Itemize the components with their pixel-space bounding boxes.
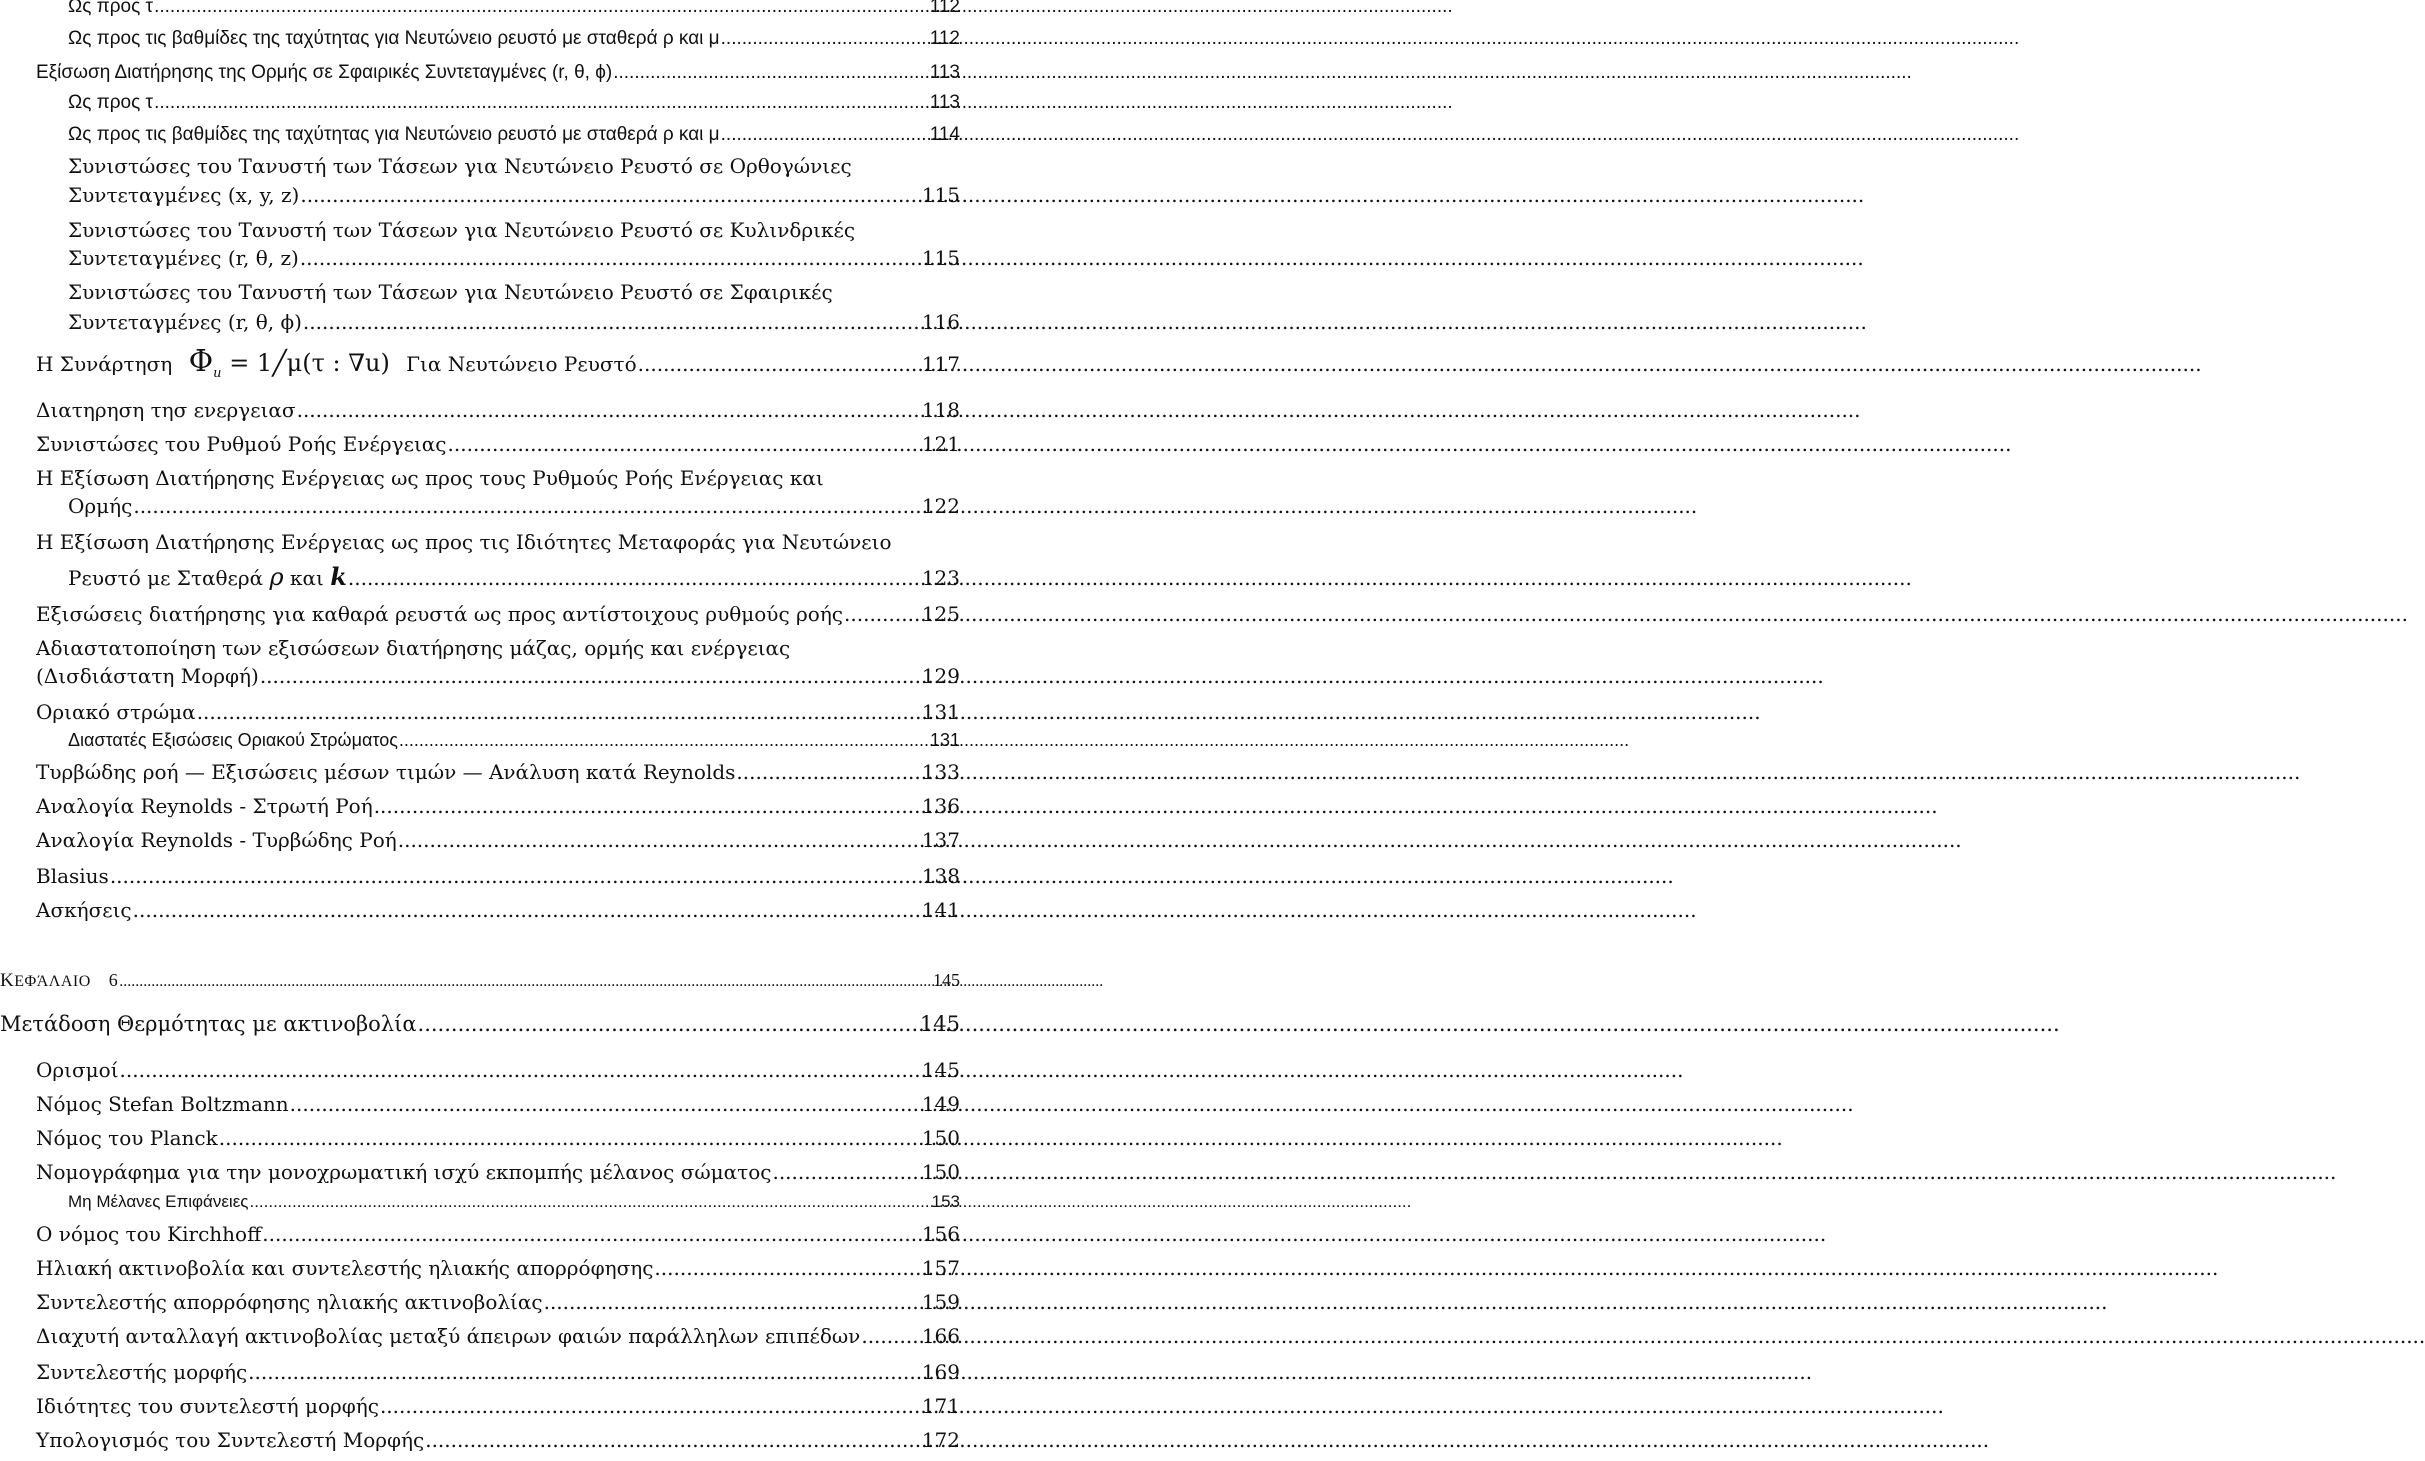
toc-page-number: 122 [921,494,960,518]
toc-entry[interactable] [36,700,960,724]
toc-page-number: 171 [921,1394,960,1418]
toc-page-number: 133 [921,760,960,784]
toc-page-number: 115 [921,183,960,207]
toc-entry[interactable] [68,92,960,114]
toc-page-number: 113 [929,62,960,83]
toc-entry[interactable] [36,1160,960,1184]
toc-page-number: 136 [921,794,960,818]
toc-entry[interactable] [68,310,960,334]
toc-page-number: 123 [921,566,960,590]
chapter-number: 6 [108,970,119,990]
toc-entry[interactable] [36,898,960,922]
toc-entry[interactable] [36,398,960,422]
k-symbol: k [330,562,347,591]
phi-symbol: Φ [188,344,214,379]
toc-entry[interactable] [68,28,960,50]
toc-entry-title-suffix: Για Νευτώνειο Ρευστό [406,352,637,376]
toc-entry[interactable] [68,494,960,518]
toc-entry[interactable] [36,1394,960,1418]
toc-entry-title: Ασκήσεις [36,898,132,922]
dissipation-function-equation [189,344,390,381]
toc-entry-title: Αναλογία Reynolds - Στρωτή Ροή [36,794,373,818]
toc-entry[interactable] [68,0,960,18]
rho-symbol: ρ [269,563,284,591]
toc-entry-title-line2: Συντεταγμένες (r, θ, ϕ) [68,310,302,334]
toc-page-number: 145 [921,1058,960,1082]
toc-page-number: 138 [921,864,960,888]
toc-entry-title-line1: Αδιαστατοποίηση των εξισώσεων διατήρησης μάζας, ορμής και ενέργειας [36,636,791,660]
toc-entry[interactable] [68,1192,960,1212]
toc-page-number: 116 [921,310,960,334]
toc-entry[interactable] [36,794,960,818]
toc-entry[interactable] [68,562,960,591]
toc-entry[interactable] [36,1126,960,1150]
toc-entry[interactable] [68,183,960,207]
table-of-contents [0,0,960,1461]
toc-page-number: 156 [921,1222,960,1246]
toc-entry-title: Εξισώσεις διατήρησης για καθαρά ρευστά ως προς αντίστοιχους ρυθμούς ροής [36,602,844,626]
toc-page-number: 129 [921,664,960,688]
toc-entry-title: Διαστατές Εξισώσεις Οριακού Στρώματος [68,730,398,750]
toc-page-number: 153 [931,1192,960,1211]
toc-page-number: 157 [921,1256,960,1280]
toc-page-number: 166 [921,1324,960,1348]
chapter-initial: Κ [0,970,15,991]
toc-page-number: 118 [921,398,960,422]
toc-page-number: 159 [921,1290,960,1314]
toc-entry-title: Συνιστώσες του Ρυθμού Ροής Ενέργειας [36,432,447,456]
toc-entry-title: Νομογράφημα για την μονοχρωματική ισχύ εκπομπής μέλανος σώματος [36,1160,772,1184]
toc-entry-title: Συντελεστής μορφής [36,1360,248,1384]
toc-page-number: 117 [921,352,960,376]
toc-entry[interactable] [36,864,960,888]
toc-entry[interactable] [36,602,960,626]
toc-entry-title-line1: Συνιστώσες του Τανυστή των Τάσεων για Νευτώνειο Ρευστό σε Ορθογώνιες [68,154,852,178]
toc-entry[interactable] [36,1256,960,1280]
toc-chapter[interactable] [0,970,960,992]
toc-entry-title: Ως προς τις βαθμίδες της ταχύτητας για Νευτώνειο ρευστό με σταθερά ρ και μ [68,28,720,49]
toc-entry-title: Ως προς τ [68,92,154,113]
toc-entry-title: Υπολογισμός του Συντελεστή Μορφής [36,1428,425,1452]
toc-page-number: 145 [919,1012,960,1036]
toc-entry-title-line1: Η Εξίσωση Διατήρησης Ενέργειας ως προς τους Ρυθμούς Ροής Ενέργειας και [36,466,824,490]
toc-entry[interactable] [68,730,960,751]
toc-entry[interactable] [68,124,960,146]
toc-entry-title: Διατηρηση τησ ενεργειασ [36,398,296,422]
toc-entry[interactable] [36,1058,960,1082]
phi-subscript: u [213,365,222,381]
toc-entry-title: Blasius [36,864,109,888]
toc-entry-title-line2: Συντεταγμένες (x, y, z) [68,183,300,207]
toc-entry[interactable] [36,664,960,688]
toc-page-number: 113 [929,92,960,113]
toc-entry[interactable] [36,432,960,456]
toc-entry-title: Ο νόμος του Kirchhoff [36,1222,262,1246]
toc-entry-title-and: και [290,566,324,590]
toc-entry[interactable] [36,1092,960,1116]
equation-body: = 1╱μ(τ : ∇u) [229,349,390,377]
toc-entry-title-line2: Ορμής [68,494,133,518]
toc-entry-title: Ως προς τ [68,0,154,17]
toc-entry[interactable] [36,1324,960,1348]
toc-page-number: 145 [933,970,960,990]
toc-page-number: 131 [921,700,960,724]
toc-entry-title: Αναλογία Reynolds - Τυρβώδης Ροή [36,828,397,852]
toc-entry[interactable] [0,1012,960,1036]
toc-entry-title-line1: Συνιστώσες του Τανυστή των Τάσεων για Νευτώνειο Ρευστό σε Κυλινδρικές [68,218,856,242]
toc-entry-title: Διαχυτή ανταλλαγή ακτινοβολίας μεταξύ άπειρων φαιών παράλληλων επιπέδων [36,1324,861,1348]
toc-entry[interactable] [36,760,960,784]
toc-entry[interactable] [36,1428,960,1452]
toc-page-number: 150 [921,1126,960,1150]
toc-entry-title-line1: Συνιστώσες του Τανυστή των Τάσεων για Νευτώνειο Ρευστό σε Σφαιρικές [68,280,833,304]
toc-entry[interactable] [36,1290,960,1314]
toc-page-number: 149 [921,1092,960,1116]
toc-entry[interactable] [36,344,960,381]
toc-entry-title: Μετάδοση Θερμότητας με ακτινοβολία [0,1012,417,1036]
toc-entry[interactable] [36,1360,960,1384]
toc-entry-title: Εξίσωση Διατήρησης της Ορμής σε Σφαιρικές Συντεταγμένες (r, θ, ϕ) [36,62,613,83]
toc-entry-title: Ηλιακή ακτινοβολία και συντελεστής ηλιακής απορρόφησης [36,1256,654,1280]
toc-entry[interactable] [36,1222,960,1246]
toc-entry-title-line2: Συντεταγμένες (r, θ, z) [68,246,299,270]
toc-entry-title: Ιδιότητες του συντελεστή μορφής [36,1394,379,1418]
toc-entry[interactable] [36,62,960,84]
toc-entry-title-line1: Η Εξίσωση Διατήρησης Ενέργειας ως προς τις Ιδιότητες Μεταφοράς για Νευτώνειο [36,530,892,554]
toc-entry-title: Ορισμοί [36,1058,119,1082]
toc-entry-title: Οριακό στρώμα [36,700,196,724]
toc-page-number: 131 [929,730,960,750]
toc-entry[interactable] [36,828,960,852]
toc-page-number: 114 [929,124,960,145]
toc-page-number: 137 [921,828,960,852]
toc-page-number: 141 [921,898,960,922]
toc-entry-title-line2: Ρευστό με Σταθερά [68,566,264,590]
toc-page-number: 169 [921,1360,960,1384]
toc-page-number: 112 [929,28,960,49]
toc-entry[interactable] [68,246,960,270]
toc-page-number: 115 [921,246,960,270]
toc-page-number: 150 [921,1160,960,1184]
toc-entry-title: Συντελεστής απορρόφησης ηλιακής ακτινοβολίας [36,1290,543,1314]
toc-entry-title: Ως προς τις βαθμίδες της ταχύτητας για Νευτώνειο ρευστό με σταθερά ρ και μ [68,124,720,145]
toc-page-number: 172 [921,1428,960,1452]
toc-page-number: 125 [921,602,960,626]
toc-entry-title: Η Συνάρτηση [36,352,173,376]
toc-page-number: 112 [929,0,960,17]
toc-entry-title: Μη Μέλανες Επιφάνειες [68,1192,249,1211]
chapter-label: ΕΦΆΛΑΙΟ [14,973,91,990]
toc-entry-title: Τυρβώδης ροή — Εξισώσεις μέσων τιμών — Ανάλυση κατά Reynolds [36,760,736,784]
toc-entry-title: Νόμος του Planck [36,1126,218,1150]
toc-page-number: 121 [921,432,960,456]
toc-entry-title: Νόμος Stefan Boltzmann [36,1092,289,1116]
toc-entry-title-line2: (Δισδιάστατη Μορφή) [36,664,259,688]
